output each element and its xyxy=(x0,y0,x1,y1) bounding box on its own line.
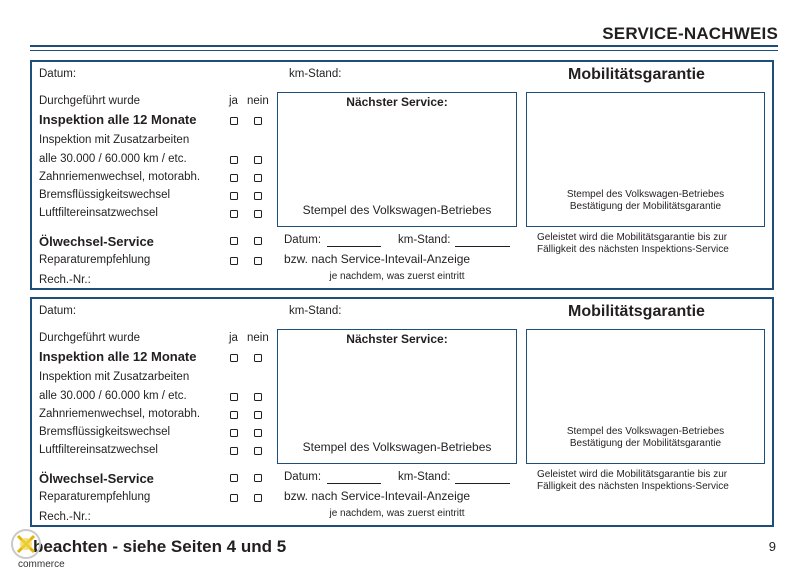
item-inspektion12: Inspektion alle 12 Monate xyxy=(39,112,197,127)
header-rule-thin xyxy=(30,50,778,51)
item-zusatz: Inspektion mit Zusatzarbeiten xyxy=(39,371,190,383)
bestaetigung-label: Bestätigung der Mobilitätsgarantie xyxy=(569,201,722,212)
checkbox-nein[interactable] xyxy=(254,447,262,455)
checkbox-nein[interactable] xyxy=(254,156,262,164)
checkbox-ja[interactable] xyxy=(230,447,238,455)
durchgefuehrt-label: Durchgeführt wurde xyxy=(39,332,140,344)
checkbox-nein[interactable] xyxy=(254,393,262,401)
checkbox-ja[interactable] xyxy=(230,156,238,164)
checkbox-nein[interactable] xyxy=(254,192,262,200)
mobility-stamp-box xyxy=(526,92,765,227)
stempel-label: Stempel des Volkswagen-Betriebes xyxy=(566,189,725,200)
item-zahnriemen: Zahnriemenwechsel, motorabh. xyxy=(39,171,201,183)
header-rule xyxy=(30,45,778,47)
item-brems: Bremsflüssigkeitswechsel xyxy=(39,426,171,438)
nein-label: nein xyxy=(247,332,269,344)
stempel-label: Stempel des Volkswagen-Betriebes xyxy=(302,440,492,454)
service-card-2 xyxy=(30,297,774,527)
item-oel: Ölwechsel-Service xyxy=(39,471,154,486)
checkbox-ja[interactable] xyxy=(230,210,238,218)
checkbox-nein[interactable] xyxy=(254,411,262,419)
logo-text: commerce xyxy=(18,559,65,570)
next-datum-label: Datum: xyxy=(284,471,322,483)
checkbox-ja[interactable] xyxy=(230,411,238,419)
next-km-label: km-Stand: xyxy=(398,234,451,246)
mobility-title: Mobilitätsgarantie xyxy=(568,303,705,320)
checkbox-nein[interactable] xyxy=(254,117,262,125)
checkbox-nein[interactable] xyxy=(254,474,262,482)
page-header-title: SERVICE-NACHWEIS xyxy=(602,24,778,43)
stempel-label: Stempel des Volkswagen-Betriebes xyxy=(302,203,492,217)
checkbox-nein[interactable] xyxy=(254,494,262,502)
item-rech: Rech.-Nr.: xyxy=(39,511,91,523)
datum-label: Datum: xyxy=(39,305,77,317)
next-km-line[interactable] xyxy=(455,483,510,484)
checkbox-nein[interactable] xyxy=(254,354,262,362)
item-inspektion12: Inspektion alle 12 Monate xyxy=(39,349,197,364)
checkbox-ja[interactable] xyxy=(230,237,238,245)
bestaetigung-label: Bestätigung der Mobilitätsgarantie xyxy=(569,438,722,449)
datum-label: Datum: xyxy=(39,68,77,80)
next-service-stamp-box xyxy=(277,329,517,464)
item-luft: Luftfiltereinsatzwechsel xyxy=(39,444,158,456)
mobility-stamp-box xyxy=(526,329,765,464)
ja-label: ja xyxy=(229,95,238,107)
checkbox-nein[interactable] xyxy=(254,237,262,245)
item-repar: Reparaturempfehlung xyxy=(39,254,151,266)
next-km-line[interactable] xyxy=(455,246,510,247)
next-km-label: km-Stand: xyxy=(398,471,451,483)
checkbox-ja[interactable] xyxy=(230,354,238,362)
checkbox-ja[interactable] xyxy=(230,393,238,401)
checkbox-ja[interactable] xyxy=(230,429,238,437)
item-luft: Luftfiltereinsatzwechsel xyxy=(39,207,158,219)
checkbox-ja[interactable] xyxy=(230,174,238,182)
checkbox-nein[interactable] xyxy=(254,257,262,265)
checkbox-ja[interactable] xyxy=(230,192,238,200)
je-nachdem-text: je nachdem, was zuerst eintritt xyxy=(329,271,465,282)
stempel-label: Stempel des Volkswagen-Betriebes xyxy=(566,426,725,437)
item-zahnriemen: Zahnriemenwechsel, motorabh. xyxy=(39,408,201,420)
je-nachdem-text: je nachdem, was zuerst eintritt xyxy=(329,508,465,519)
service-card-1 xyxy=(30,60,774,290)
checkbox-ja[interactable] xyxy=(230,257,238,265)
item-km30000: alle 30.000 / 60.000 km / etc. xyxy=(39,390,187,402)
geleistet-line2: Fälligkeit des nächsten Inspektions-Service xyxy=(537,481,729,492)
item-km30000: alle 30.000 / 60.000 km / etc. xyxy=(39,153,187,165)
next-service-stamp-box xyxy=(277,92,517,227)
km-stand-label: km-Stand: xyxy=(289,305,342,317)
next-datum-label: Datum: xyxy=(284,234,322,246)
checkbox-ja[interactable] xyxy=(230,474,238,482)
item-oel: Ölwechsel-Service xyxy=(39,234,154,249)
watermark-logo xyxy=(4,526,74,574)
page-number: 9 xyxy=(768,539,776,554)
mobility-title: Mobilitätsgarantie xyxy=(568,66,705,83)
checkbox-nein[interactable] xyxy=(254,210,262,218)
ja-label: ja xyxy=(229,332,238,344)
item-repar: Reparaturempfehlung xyxy=(39,491,151,503)
footer-note: beachten - siehe Seiten 4 und 5 xyxy=(33,537,287,556)
checkbox-nein[interactable] xyxy=(254,174,262,182)
next-datum-line[interactable] xyxy=(327,483,381,484)
geleistet-line2: Fälligkeit des nächsten Inspektions-Service xyxy=(537,244,729,255)
item-rech: Rech.-Nr.: xyxy=(39,274,91,286)
checkbox-ja[interactable] xyxy=(230,494,238,502)
next-datum-line[interactable] xyxy=(327,246,381,247)
bzw-text: bzw. nach Service-Intevail-Anzeige xyxy=(284,252,471,266)
item-zusatz: Inspektion mit Zusatzarbeiten xyxy=(39,134,190,146)
checkbox-nein[interactable] xyxy=(254,429,262,437)
checkbox-ja[interactable] xyxy=(230,117,238,125)
geleistet-line1: Geleistet wird die Mobilitätsgarantie bis zur xyxy=(537,469,728,480)
nein-label: nein xyxy=(247,95,269,107)
item-brems: Bremsflüssigkeitswechsel xyxy=(39,189,171,201)
bzw-text: bzw. nach Service-Intevail-Anzeige xyxy=(284,489,471,503)
geleistet-line1: Geleistet wird die Mobilitätsgarantie bis zur xyxy=(537,232,728,243)
durchgefuehrt-label: Durchgeführt wurde xyxy=(39,95,140,107)
next-service-title: Nächster Service: xyxy=(346,95,448,109)
next-service-title: Nächster Service: xyxy=(346,332,448,346)
km-stand-label: km-Stand: xyxy=(289,68,342,80)
